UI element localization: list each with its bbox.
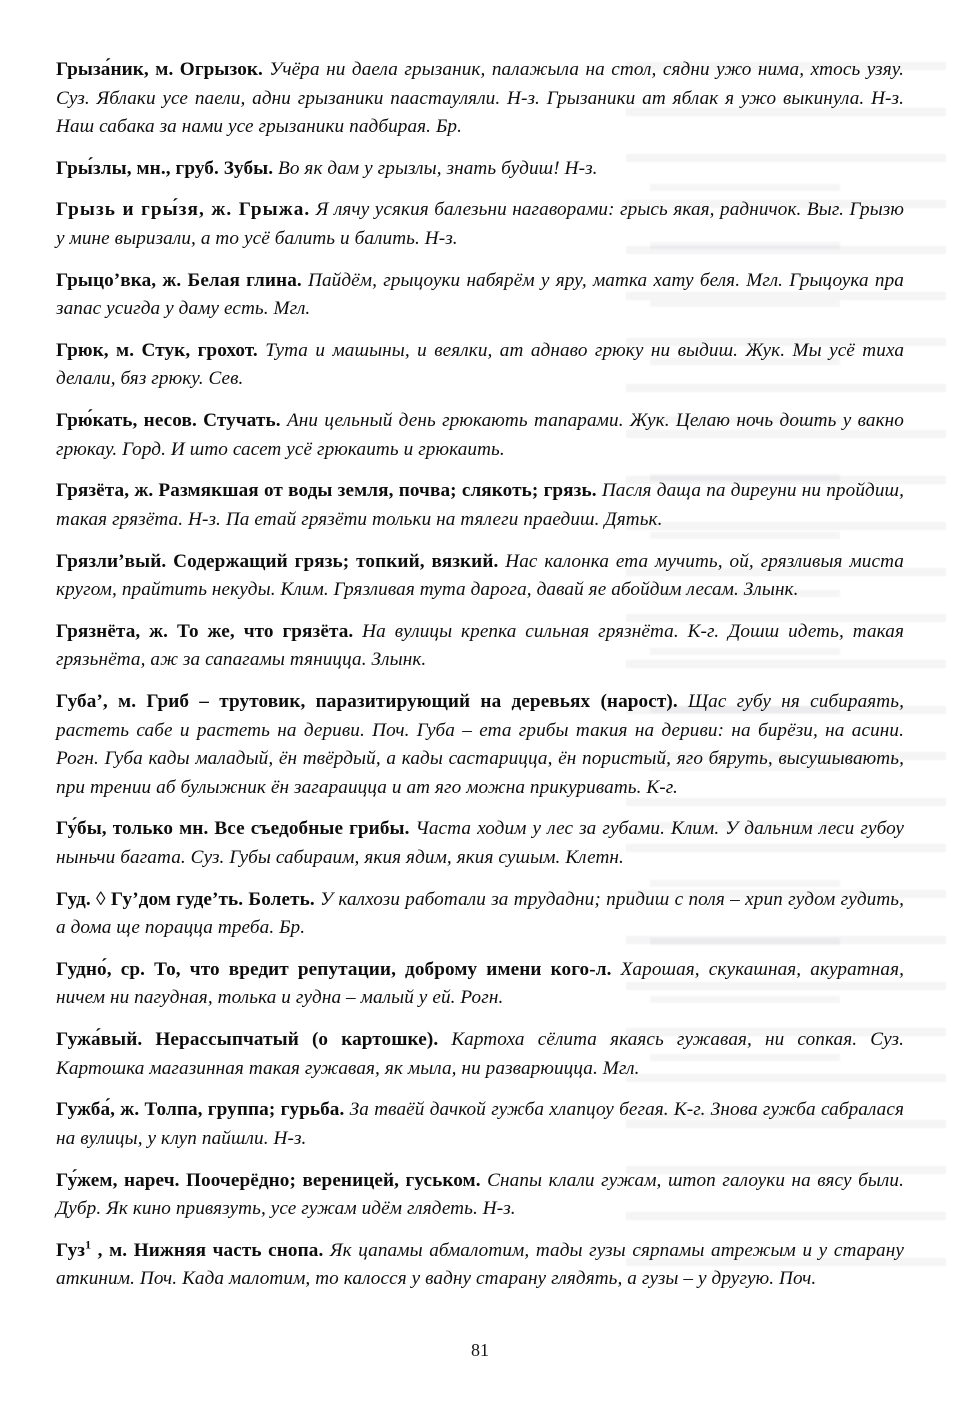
entry-headword: Гужба́, ж. Толпа, группа; гурьба. bbox=[56, 1099, 345, 1121]
dictionary-entry bbox=[56, 407, 904, 464]
dictionary-entry bbox=[56, 1026, 904, 1083]
page-number: 81 bbox=[471, 1340, 489, 1360]
dictionary-entry bbox=[56, 688, 904, 802]
entry-body: Ани цельный день грюкають тапарами. Жук. Целаю ночь дошть у вакно грюкау. Горд. И што сасет усё грюкаить и грюкаить. bbox=[56, 410, 904, 460]
dictionary-entry bbox=[56, 477, 904, 534]
entry-headword: Грязёта, ж. Размякшая от воды земля, почва; слякоть; грязь. bbox=[56, 480, 597, 502]
entry-headword: Гу́жем, нареч. Поочерёдно; вереницей, гуськом. bbox=[56, 1169, 481, 1191]
entry-headword: Гудно́, ср. То, что вредит репутации, доброму имени кого-л. bbox=[56, 958, 612, 980]
dictionary-entry bbox=[56, 1237, 904, 1294]
entry-body: Як цапамы абмалотим, тады гузы сярпамы атрежым и у старану аткиним. Поч. Када малотим, то калосся у вадну старану глядять, а гузы – у другую. Поч. bbox=[56, 1239, 904, 1290]
entry-body: Харошая, скукашная, акуратная, ничем ни пагудная, толька и гудна – малый у ей. Рогн. bbox=[56, 958, 904, 1009]
entry-headword: Грю́кать, несов. Стучать. bbox=[56, 410, 281, 432]
entry-headword: Грюк, м. Стук, грохот. bbox=[56, 339, 258, 361]
entry-headword: Грыцо’вка, ж. Белая глина. bbox=[56, 269, 302, 291]
entry-headword: Грязнёта, ж. То же, что грязёта. bbox=[56, 620, 354, 642]
dictionary-entry bbox=[56, 956, 904, 1013]
entry-headword: Грязли’вый. Содержащий грязь; топкий, вязкий. bbox=[56, 550, 499, 572]
entry-headword: Гры́злы, мн., груб. Зубы. bbox=[56, 157, 274, 179]
entry-body: Часта ходим у лес за губами. Клим. У дальним леси губоу ныньчи багата. Суз. Губы сабираим, якия ядим, якия сушым. Клетн. bbox=[56, 818, 905, 869]
entry-headword-stem: Гуз bbox=[56, 1239, 86, 1261]
dictionary-entry bbox=[56, 1096, 904, 1153]
entry-headword: Гу́бы, только мн. Все съедобные грибы. bbox=[56, 818, 410, 840]
entry-homonym-superscript: 1 bbox=[85, 1237, 92, 1252]
entry-headword: Гужа́вый. Нерассыпчатый (о картошке). bbox=[56, 1029, 439, 1051]
dictionary-entry bbox=[56, 155, 904, 184]
entry-body: Нас калонка ета мучить, ой, грязливыя миста кругом, прайтить некуды. Клим. Грязливая тута дарога, давай яе абойдим лесам. Злынк. bbox=[56, 550, 904, 601]
entry-body: Учёра ни даела грызаник, палажыла на стол, сядни ужо нима, хтось узяу. Суз. Яблаки усе паели, адни грызаники паастауляли. Н-з. Грызаники ат яблак я ужо выкинула. Н-з. Наш сабака за нами усе грызаники падбирая. Бр. bbox=[56, 59, 905, 138]
dictionary-entry bbox=[56, 196, 904, 253]
dictionary-entry bbox=[56, 548, 904, 605]
dictionary-entry bbox=[56, 56, 904, 142]
entry-body: На вулицы крепка сильная грязнёта. К-г. Дошш идеть, такая грязьнёта, аж за сапагамы тяницца. Злынк. bbox=[56, 620, 904, 671]
entry-headword: Грыза́ник, м. Огрызок. bbox=[56, 59, 263, 80]
entry-body: Во як дам у грызлы, знать будиш! Н-з. bbox=[273, 157, 598, 179]
dictionary-entry bbox=[56, 337, 904, 394]
entry-headword-rest: , м. Нижняя часть снопа. bbox=[91, 1239, 324, 1261]
dictionary-entry bbox=[56, 1167, 904, 1224]
entry-body: Пайдём, грыцоуки набярём у яру, матка хату беля. Мгл. Грыцоука пра запас усигда у даму есть. Мгл. bbox=[56, 269, 904, 320]
entry-headword: Губа’, м. Гриб – трутовик, паразитирующий на деревьях (нарост). bbox=[56, 690, 678, 712]
entry-body: За тваёй дачкой гужба хлапцоу бегая. К-г. Знова гужба сабралася на вулицы, у клуп пайшли. Н-з. bbox=[56, 1099, 904, 1149]
dictionary-entry bbox=[56, 618, 904, 675]
entry-body: Пасля даща па диреуни ни пройдиш, такая грязёта. Н-з. Па етай грязёти тольки на тялеги праедиш. Дятьк. bbox=[56, 480, 904, 530]
entry-body: Щас губу ня сибираять, растеть сабе и растеть на дериви. Поч. Губа – ета грибы такия на дериви: на бирёзи, на асини. Рогн. Губа кады маладый, ён твёрдый, а кады састарицца, ён пористый, яго бяруть, высушывають, при трении аб булыжник ён загараицца и ат яго можна прикуривать. К-г. bbox=[56, 690, 904, 798]
entry-body: У калхози работали за трудадни; придиш с поля – хрип гудом гудить, а дома ще порацца треба. Бр. bbox=[56, 888, 905, 939]
dictionary-entry bbox=[56, 267, 904, 324]
dictionary-entry-list bbox=[56, 56, 904, 1294]
entry-body: Я лячу усякия балезьни нагаворами: грысь якая, радничок. Выг. Грызю у мине выризали, а то усё балить и балить. Н-з. bbox=[56, 199, 904, 250]
dictionary-entry bbox=[56, 815, 904, 872]
entry-headword: Грызь и гры́зя, ж. Грыжа. bbox=[56, 199, 311, 221]
entry-body: Картоха сёлита якаясь гужавая, ни сопкая. Суз. Картошка магазинная такая гужавая, як мыла, ни разварюицца. Мгл. bbox=[56, 1029, 904, 1079]
entry-headword: Гуд. ◊ Гу’дом гуде’ть. Болеть. bbox=[56, 888, 315, 910]
entry-body: Снапы клали гужам, штоп галоуки на вясу были. Дубр. Як кино привязуть, усе гужам идём глядеть. Н-з. bbox=[56, 1169, 904, 1220]
entry-headword bbox=[56, 1237, 324, 1261]
dictionary-entry bbox=[56, 886, 904, 943]
entry-body: Тута и машыны, и веялки, ат аднаво грюку ни выдиш. Жук. Мы усё тиха делали, бяз грюку. Сев. bbox=[56, 339, 905, 390]
